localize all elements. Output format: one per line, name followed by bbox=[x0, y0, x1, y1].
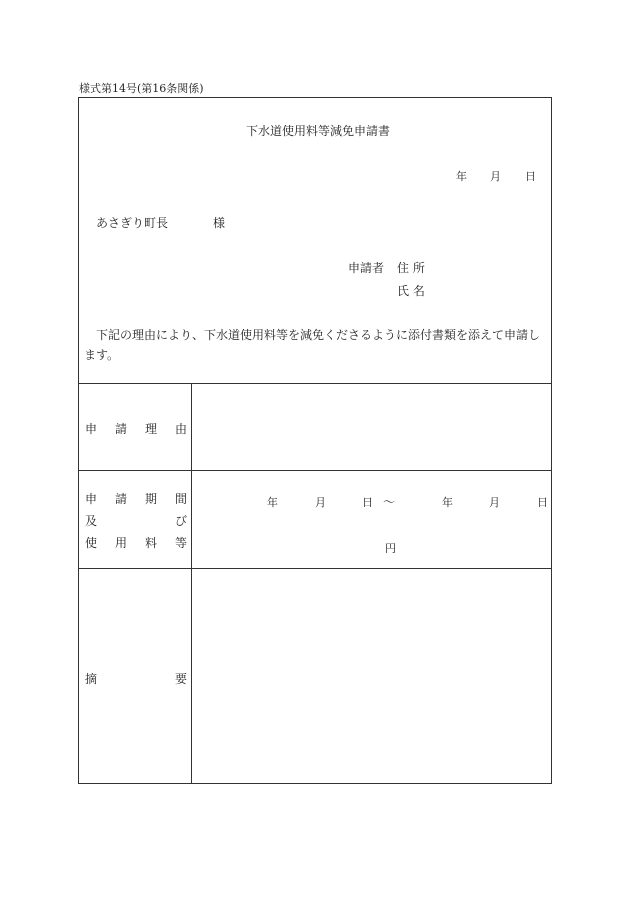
date-year-label: 年 bbox=[456, 170, 467, 183]
period-row-label-line3 bbox=[85, 534, 187, 551]
label-char: び bbox=[174, 514, 187, 528]
period-row-label-line2 bbox=[85, 512, 187, 529]
label-char: 及 bbox=[85, 514, 98, 528]
label-char: 請 bbox=[114, 422, 127, 436]
label-char: 間 bbox=[174, 492, 187, 506]
period-row-label-line1 bbox=[85, 490, 187, 507]
label-char: 使 bbox=[85, 536, 98, 550]
summary-row-label bbox=[85, 670, 187, 687]
form-title: 下水道使用料等減免申請書 bbox=[246, 124, 391, 138]
period-from-year: 年 bbox=[267, 496, 278, 509]
label-char: 期 bbox=[144, 492, 157, 506]
applicant-label: 申請者 bbox=[348, 261, 385, 275]
date-month-label: 月 bbox=[490, 170, 501, 183]
reason-input-cell[interactable] bbox=[193, 386, 549, 468]
period-from-day: 日 bbox=[362, 496, 373, 509]
summary-input-cell[interactable] bbox=[193, 571, 549, 781]
date-day-label: 日 bbox=[525, 170, 536, 183]
period-to-year: 年 bbox=[442, 496, 453, 509]
reason-row-label bbox=[85, 420, 187, 437]
period-to-day: 日 bbox=[537, 496, 548, 509]
applicant-name-label: 氏 名 bbox=[397, 284, 425, 298]
label-char: 由 bbox=[174, 422, 187, 436]
label-char: 摘 bbox=[85, 672, 98, 686]
form-number-label: 様式第14号(第16条関係) bbox=[79, 82, 204, 95]
addressee-name: あさぎり町長 bbox=[96, 216, 169, 230]
period-from-month: 月 bbox=[315, 496, 326, 509]
table-row-divider bbox=[78, 470, 552, 471]
label-char: 等 bbox=[174, 536, 187, 550]
table-top-border bbox=[78, 383, 552, 384]
label-char: 要 bbox=[174, 672, 187, 686]
label-char: 申 bbox=[85, 492, 98, 506]
table-row-divider bbox=[78, 568, 552, 569]
label-char: 用 bbox=[114, 536, 127, 550]
label-char: 申 bbox=[85, 422, 98, 436]
table-column-divider bbox=[191, 383, 192, 784]
label-char: 請 bbox=[114, 492, 127, 506]
label-char: 料 bbox=[144, 536, 157, 550]
request-statement: 下記の理由により、下水道使用料等を減免くださるように添付書類を添えて申請します。 bbox=[84, 328, 541, 362]
label-char: 理 bbox=[144, 422, 157, 436]
period-to-month: 月 bbox=[489, 496, 500, 509]
period-range-tilde: 〜 bbox=[383, 495, 396, 509]
fee-yen-label: 円 bbox=[385, 542, 396, 555]
addressee-honorific: 様 bbox=[213, 216, 226, 230]
applicant-address-label: 住 所 bbox=[397, 261, 425, 275]
